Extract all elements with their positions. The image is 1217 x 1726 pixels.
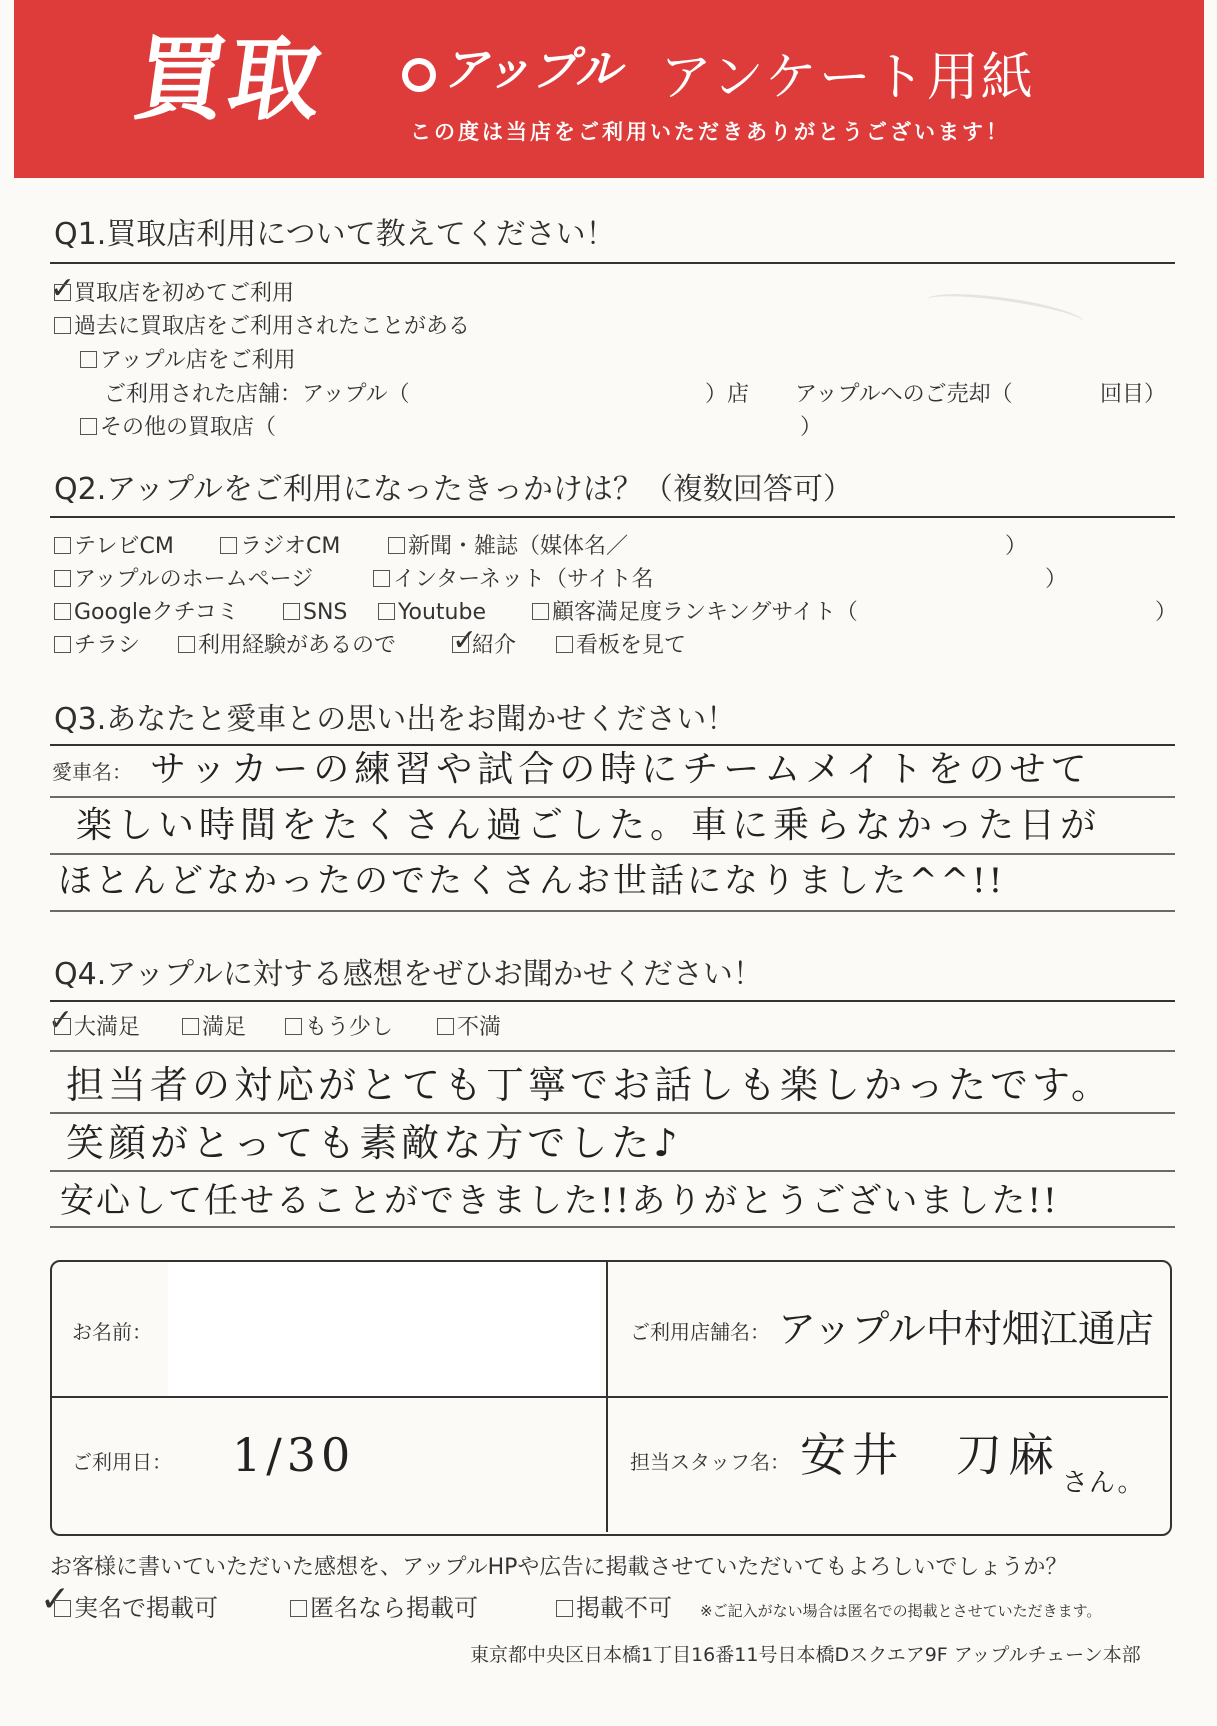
q3-handwritten-line3: ほとんどなかったのでたくさんお世話になりました^^!! (58, 861, 1006, 901)
q2-flyer-label: チラシ (74, 633, 141, 658)
q2-internet-close: ） (1045, 567, 1068, 592)
q2-option-flyer[interactable] (54, 635, 140, 657)
date-value: 1/30 (232, 1428, 356, 1482)
q2-ranking-close: ） (1155, 600, 1178, 625)
q3-rule (50, 744, 1175, 746)
checkbox[interactable] (54, 537, 71, 554)
checkmark-icon: ✓ (50, 271, 76, 306)
checkbox[interactable] (378, 603, 395, 620)
form-title: アンケート用紙 (660, 48, 1035, 108)
checkbox[interactable] (178, 636, 195, 653)
q1-used-before-label: 過去に買取店をご利用されたことがある (74, 314, 471, 339)
checkbox[interactable] (54, 636, 71, 653)
checkbox[interactable] (532, 603, 549, 620)
kaitori-title: 買取 (127, 26, 331, 133)
q2-option-experience[interactable] (178, 635, 396, 657)
consent-option-anonymous[interactable] (290, 1596, 478, 1620)
checkbox[interactable] (182, 1018, 199, 1035)
staff-suffix: さん。 (1062, 1468, 1145, 1498)
q2-homepage-label: アップルのホームページ (74, 567, 314, 592)
checkbox[interactable] (80, 351, 97, 368)
checkbox[interactable] (556, 1600, 573, 1617)
checkbox[interactable] (220, 537, 237, 554)
q4-very-satisfied-label: 大満足 (74, 1015, 141, 1040)
q4-option-little-more[interactable] (285, 1017, 393, 1039)
q1-other-close: ） (800, 415, 823, 440)
consent-real-name-label: 実名で掲載可 (74, 1594, 218, 1622)
q2-option-sns[interactable] (283, 602, 347, 624)
q1-option-other-store[interactable] (80, 417, 276, 439)
q2-google-label: Googleクチコミ (74, 600, 239, 625)
q2-option-google[interactable] (54, 602, 239, 624)
q3-title: Q3.あなたと愛車との思い出をお聞かせください！ (54, 702, 737, 737)
q2-newspaper-label: 新聞・雑誌（媒体名／ (408, 534, 629, 559)
q2-internet-label: インターネット（サイト名 (393, 567, 654, 592)
checkbox[interactable] (54, 570, 71, 587)
answer-line (50, 796, 1175, 798)
q2-tv-label: テレビCM (74, 534, 174, 559)
q1-option-first-time[interactable] (54, 283, 294, 305)
greeting-text: この度は当店をご利用いただきありがとうございます！ (410, 120, 1010, 144)
checkbox[interactable] (556, 636, 573, 653)
answer-line (50, 1170, 1175, 1172)
q2-option-tv[interactable] (54, 536, 174, 558)
q4-option-satisfied[interactable] (182, 1017, 246, 1039)
consent-not-allowed-label: 掲載不可 (576, 1594, 672, 1622)
checkbox[interactable] (373, 570, 390, 587)
checkbox[interactable] (54, 284, 71, 301)
checkmark-icon: ✓ (40, 1579, 71, 1620)
checkbox[interactable] (290, 1600, 307, 1617)
paper-smudge (924, 287, 1086, 336)
q1-rule (50, 262, 1175, 264)
publish-consent-question: お客様に書いていただいた感想を、アップルHPや広告に掲載させていただいてもよろしいでしょうか？ (50, 1555, 1068, 1580)
q4-little-more-label: もう少し (305, 1015, 394, 1040)
answer-line (50, 853, 1175, 855)
checkbox[interactable] (54, 603, 71, 620)
apple-logo-inner-icon (408, 64, 430, 86)
checkbox[interactable] (54, 317, 71, 334)
answer-line (50, 910, 1175, 912)
q4-handwritten-line2: 笑顔がとっても素敵な方でした♪ (66, 1121, 682, 1165)
q2-radio-label: ラジオCM (240, 534, 341, 559)
q2-sns-label: SNS (303, 600, 348, 625)
q1-sale-count-label: アップルへのご売却（ (795, 382, 1013, 407)
answer-line (50, 1050, 1175, 1052)
q2-title: Q2.アップルをご利用になったきっかけは？（複数回答可） (54, 472, 853, 507)
q2-newspaper-close: ） (1005, 534, 1028, 559)
q1-other-store-label: その他の買取店（ (100, 415, 277, 440)
date-label: ご利用日： (72, 1450, 172, 1474)
store-value: アップル中村畑江通店 (778, 1307, 1154, 1351)
q2-option-ranking[interactable] (532, 602, 858, 624)
q2-option-homepage[interactable] (54, 569, 313, 591)
consent-note: ※ご記入がない場合は匿名での掲載とさせていただきます。 (700, 1602, 1102, 1620)
q1-option-used-before[interactable] (54, 316, 470, 338)
q2-option-newspaper[interactable] (388, 536, 628, 558)
q2-referral-label: 紹介 (472, 633, 517, 658)
q1-apple-store-label: アップル店をご利用 (100, 348, 296, 373)
store-label: ご利用店舗名： (630, 1320, 770, 1344)
q1-sale-count-suffix: 回目） (1100, 382, 1167, 407)
q4-rule (50, 1000, 1175, 1002)
consent-option-real-name[interactable] (54, 1596, 218, 1620)
checkbox[interactable] (54, 1600, 71, 1617)
checkbox[interactable] (388, 537, 405, 554)
q3-handwritten-line2: 楽しい時間をたくさん過ごした。車に乗らなかった日が (76, 805, 1102, 846)
q4-option-very-satisfied[interactable] (54, 1017, 140, 1039)
q2-option-youtube[interactable] (378, 602, 486, 624)
q2-option-internet[interactable] (373, 569, 653, 591)
answer-line (50, 1226, 1175, 1228)
checkmark-icon: ✓ (452, 623, 478, 658)
name-redaction (168, 1262, 600, 1396)
q4-satisfied-label: 満足 (202, 1015, 247, 1040)
brand-name: アップル (442, 42, 621, 96)
q1-option-apple-store[interactable] (80, 350, 296, 372)
checkmark-icon: ✓ (48, 1003, 74, 1038)
staff-label: 担当スタッフ名： (630, 1450, 790, 1474)
q1-first-time-label: 買取店を初めてご利用 (74, 281, 295, 306)
company-address: 東京都中央区日本橋1丁目16番11号日本橋Dスクエア9F アップルチェーン本部 (470, 1644, 1141, 1666)
checkbox[interactable] (437, 1018, 454, 1035)
q2-option-signboard[interactable] (556, 635, 686, 657)
q2-experience-label: 利用経験があるので (198, 633, 397, 658)
q1-store-used-label: ご利用された店舗：アップル（ (104, 382, 410, 407)
consent-anonymous-label: 匿名なら掲載可 (310, 1594, 478, 1622)
q2-rule (50, 516, 1175, 518)
q2-option-radio[interactable] (220, 536, 340, 558)
checkbox[interactable] (283, 603, 300, 620)
q4-title: Q4.アップルに対する感想をぜひお聞かせください！ (54, 957, 763, 992)
consent-option-not-allowed[interactable] (556, 1596, 672, 1620)
q2-option-referral[interactable] (452, 635, 516, 657)
q4-handwritten-line1: 担当者の対応がとても丁寧でお話しも楽しかったです。 (66, 1063, 1113, 1107)
q3-car-label: 愛車名： (52, 760, 132, 784)
q4-handwritten-line3: 安心して任せることができました!!ありがとうございました!! (60, 1181, 1059, 1221)
checkbox[interactable] (80, 418, 97, 435)
name-label: お名前： (72, 1320, 152, 1344)
staff-value: 安井 刀麻 (800, 1428, 1060, 1482)
checkbox[interactable] (285, 1018, 302, 1035)
q2-youtube-label: Youtube (398, 600, 486, 625)
q1-title: Q1.買取店利用について教えてください！ (54, 217, 616, 252)
info-divider-horizontal (52, 1396, 1168, 1398)
answer-line (50, 1112, 1175, 1114)
q2-signboard-label: 看板を見て (576, 633, 687, 658)
q2-ranking-label: 顧客満足度ランキングサイト（ (552, 600, 858, 625)
q1-store-suffix: ）店 (705, 382, 750, 407)
checkbox[interactable] (452, 636, 469, 653)
checkbox[interactable] (54, 1018, 71, 1035)
q3-handwritten-line1: サッカーの練習や試合の時にチームメイトをのせて (150, 749, 1092, 790)
q4-option-dissatisfied[interactable] (437, 1017, 501, 1039)
q4-dissatisfied-label: 不満 (457, 1015, 502, 1040)
